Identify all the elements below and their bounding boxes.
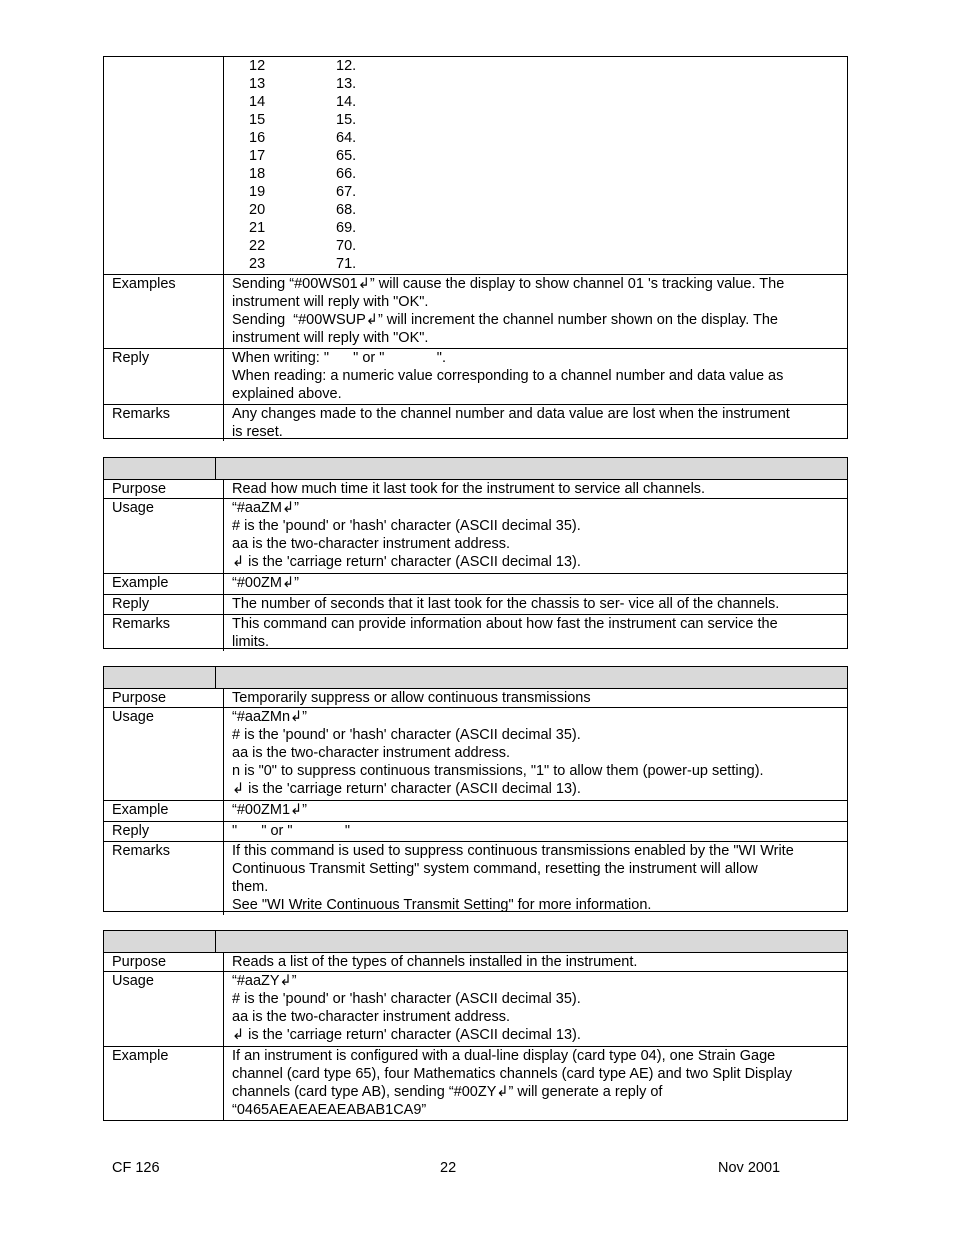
table-header-bar xyxy=(104,667,847,689)
mapping-index: 13 xyxy=(249,76,266,92)
mapping-row xyxy=(249,237,839,255)
remarks-text: This command can provide information about how fast the instrument can service the limits. xyxy=(232,616,778,650)
usage-text: “#aaZMn↲” # is the 'pound' or 'hash' character (ASCII decimal 35). aa is the two-character instrument address. n is "0" to suppress continuous transmissions, "1" to allow them (power-up setting). ↲ is the 'carriage return' character (ASCII decimal 13). xyxy=(232,709,764,797)
mapping-index: 12 xyxy=(249,58,266,74)
document-date: Nov 2001 xyxy=(718,1160,781,1176)
example-text: If an instrument is configured with a dual-line display (card type 04), one Strain Gage channel (card type 65), four Mathematics channels (card type AE) and two Split Display channels (card type AB), sending “#00ZY↲” will generate a reply of “0465AEAEAEAEABAB1CA9” xyxy=(232,1048,793,1118)
reply-text: The number of seconds that it last took for the chassis to ser- vice all of the channels. xyxy=(232,596,780,612)
mapping-value: 14. xyxy=(336,94,357,110)
empty-label-cell xyxy=(104,57,224,274)
mapping-value: 65. xyxy=(336,148,357,164)
examples-text: Sending “#00WS01↲” will cause the display to show channel 01 's tracking value. The instrument will reply with "OK". Sending “#00WSUP↲” will increment the channel number shown on the display. The instrument will reply with "OK". xyxy=(232,276,785,346)
mapping-row xyxy=(249,129,839,147)
purpose-text: Temporarily suppress or allow continuous transmissions xyxy=(232,690,591,706)
purpose-label: Purpose xyxy=(104,480,224,498)
table-header-bar xyxy=(104,458,847,480)
mapping-row xyxy=(249,93,839,111)
zm-time-command-table xyxy=(103,457,848,649)
purpose-label: Purpose xyxy=(104,953,224,971)
reply-label: Reply xyxy=(104,822,224,841)
mapping-value: 12. xyxy=(336,58,357,74)
mapping-value: 64. xyxy=(336,130,357,146)
usage-text: “#aaZY↲” # is the 'pound' or 'hash' character (ASCII decimal 35). aa is the two-character instrument address. ↲ is the 'carriage return' character (ASCII decimal 13). xyxy=(232,973,581,1043)
reply-text: " " or " " xyxy=(232,823,351,839)
usage-text: “#aaZM↲” # is the 'pound' or 'hash' character (ASCII decimal 35). aa is the two-character instrument address. ↲ is the 'carriage return' character (ASCII decimal 13). xyxy=(232,500,581,570)
document-id: CF 126 xyxy=(112,1160,160,1176)
mapping-row xyxy=(249,147,839,165)
purpose-text: Reads a list of the types of channels installed in the instrument. xyxy=(232,954,638,970)
reply-label: Reply xyxy=(104,595,224,614)
usage-label: Usage xyxy=(104,499,224,573)
example-text: “#00ZM1↲” xyxy=(232,802,307,818)
mapping-row xyxy=(249,183,839,201)
mapping-value: 13. xyxy=(336,76,357,92)
mapping-index: 19 xyxy=(249,184,266,200)
mapping-index: 22 xyxy=(249,238,266,254)
mapping-row xyxy=(249,201,839,219)
usage-label: Usage xyxy=(104,708,224,800)
mapping-index: 15 xyxy=(249,112,266,128)
mapping-row xyxy=(249,111,839,129)
mapping-row xyxy=(249,255,839,273)
purpose-text: Read how much time it last took for the instrument to service all channels. xyxy=(232,481,706,497)
remarks-text: If this command is used to suppress continuous transmissions enabled by the "WI Write Continuous Transmit Setting" system command, resetting the instrument will allow them. See "WI Write Continuous Transmit Setting" for more information. xyxy=(232,843,794,913)
mapping-row xyxy=(249,219,839,237)
mapping-index: 21 xyxy=(249,220,266,236)
mapping-value: 67. xyxy=(336,184,357,200)
usage-label: Usage xyxy=(104,972,224,1046)
mapping-value: 69. xyxy=(336,220,357,236)
examples-label: Examples xyxy=(104,275,224,348)
mapping-row xyxy=(249,165,839,183)
mapping-value: 68. xyxy=(336,202,357,218)
mapping-index: 17 xyxy=(249,148,266,164)
mapping-index: 14 xyxy=(249,94,266,110)
zy-card-types-command-table xyxy=(103,930,848,1121)
mapping-index: 23 xyxy=(249,256,266,272)
mapping-index: 16 xyxy=(249,130,266,146)
page-number: 22 xyxy=(440,1160,457,1176)
purpose-label: Purpose xyxy=(104,689,224,707)
mapping-index: 20 xyxy=(249,202,266,218)
example-label: Example xyxy=(104,574,224,594)
mapping-value: 71. xyxy=(336,256,357,272)
example-label: Example xyxy=(104,1047,224,1121)
mapping-index: 18 xyxy=(249,166,266,182)
example-text: “#00ZM↲” xyxy=(232,575,299,591)
remarks-label: Remarks xyxy=(104,405,224,441)
channel-mapping-list xyxy=(224,57,847,274)
zmn-transmit-command-table xyxy=(103,666,848,912)
mapping-value: 15. xyxy=(336,112,357,128)
remarks-label: Remarks xyxy=(104,842,224,915)
reply-label: Reply xyxy=(104,349,224,404)
remarks-text: Any changes made to the channel number and data value are lost when the instrument is reset. xyxy=(232,406,790,440)
example-label: Example xyxy=(104,801,224,821)
mapping-value: 66. xyxy=(336,166,357,182)
page-footer xyxy=(0,1159,954,1179)
mapping-value: 70. xyxy=(336,238,357,254)
mapping-row xyxy=(249,57,839,75)
channel-command-table xyxy=(103,56,848,439)
reply-text: When writing: " " or " ". When reading: a numeric value corresponding to a channel number and data value as explained above. xyxy=(232,350,784,402)
table-header-bar xyxy=(104,931,847,953)
remarks-label: Remarks xyxy=(104,615,224,651)
mapping-row xyxy=(249,75,839,93)
